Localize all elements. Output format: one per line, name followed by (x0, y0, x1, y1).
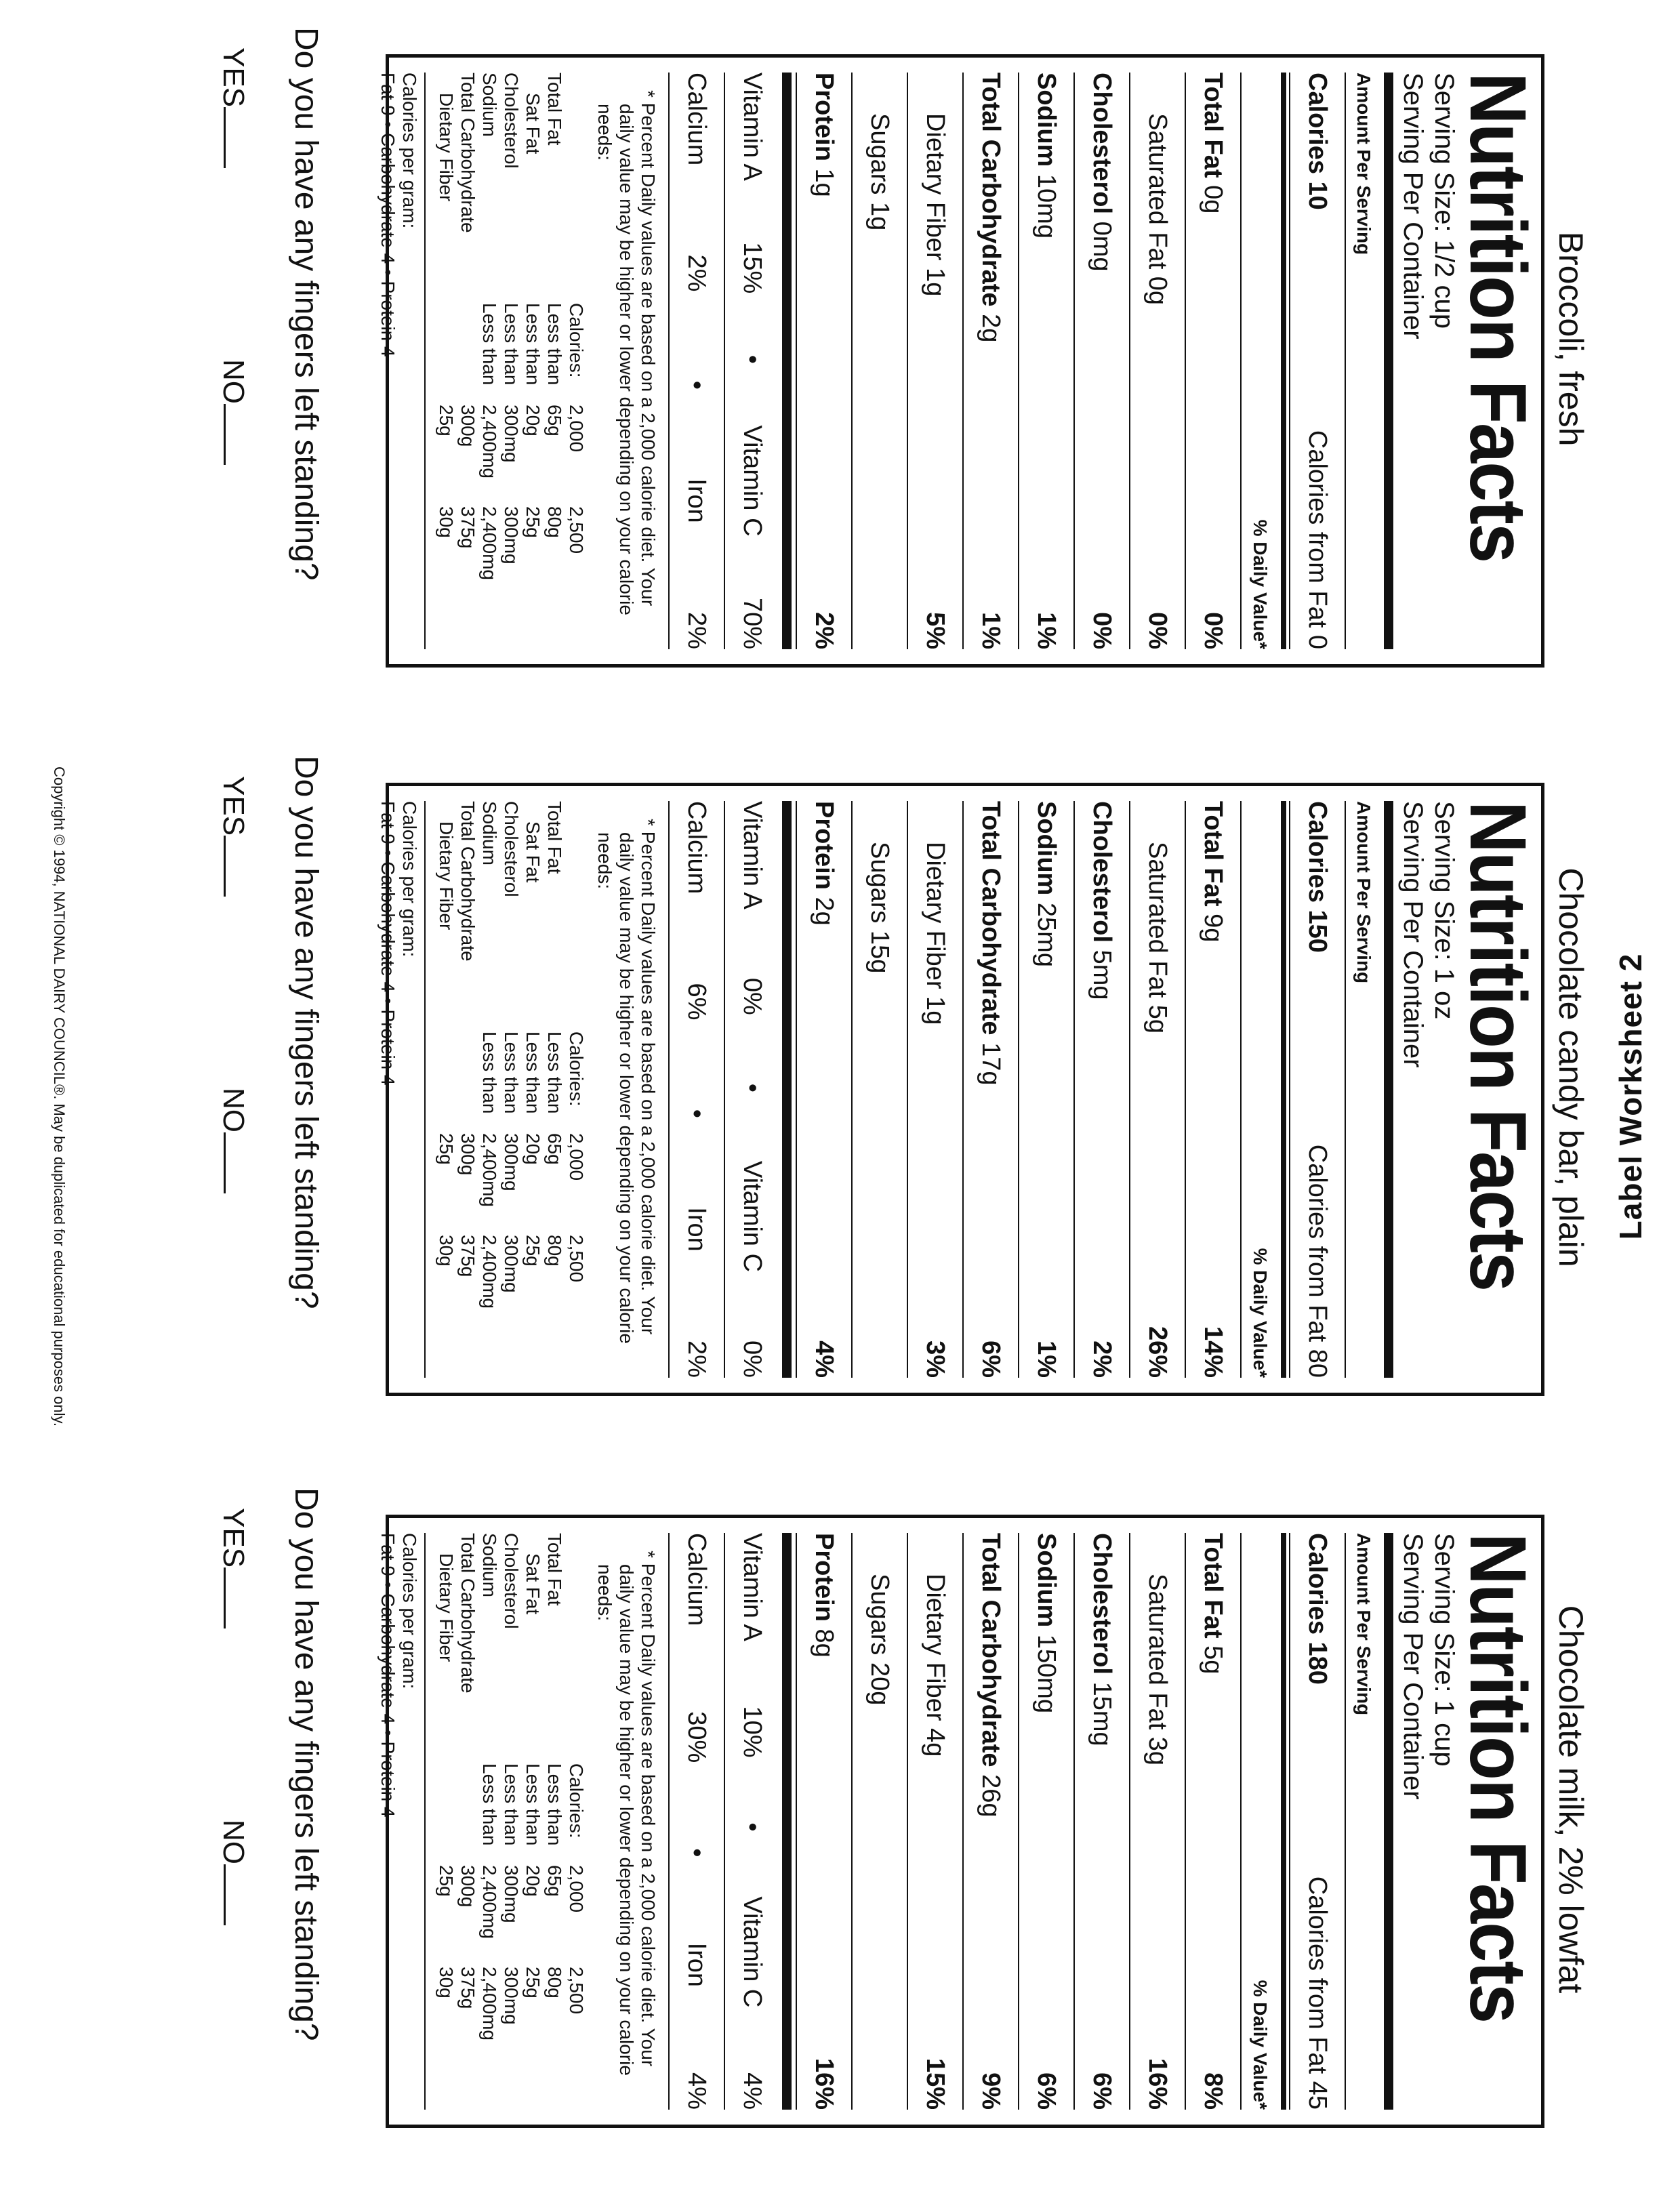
food-name: Broccoli, fresh (1552, 231, 1590, 447)
saturated-fat-row: Saturated Fat 0g 0% (1129, 73, 1185, 649)
yes-blank[interactable] (224, 1567, 250, 1628)
daily-values-cell: Total Fat (544, 73, 565, 146)
calories-label: Calories: (566, 1031, 587, 1107)
daily-values-table (435, 73, 587, 649)
cholesterol-row: Cholesterol 15mg 6% (1073, 1533, 1129, 2110)
sodium-row: Sodium 25mg 1% (1018, 801, 1073, 1378)
minerals-row: Calcium 6% • Iron 2% (668, 801, 724, 1378)
daily-values-cell: 30g (436, 1967, 457, 1999)
sugars-row: Sugars 1g (851, 73, 907, 649)
daily-values-cell: Less than (544, 1763, 565, 1846)
yes-option[interactable]: YES (216, 1508, 250, 1628)
nutrition-facts-label (377, 783, 1544, 1396)
total-fat-row: Total Fat 9g 14% (1185, 801, 1240, 1378)
daily-values-cell: Less than (523, 303, 544, 386)
calories-label: Calories: (566, 303, 587, 378)
daily-values-cell: Less than (479, 1763, 500, 1846)
daily-values-cell: Less than (544, 1031, 565, 1114)
no-blank[interactable] (224, 404, 250, 465)
saturated-fat-row: Saturated Fat 3g 16% (1129, 1533, 1185, 2110)
serving-size: Serving Size: 1/2 cup (1429, 73, 1459, 329)
minerals-row: Calcium 2% • Iron 2% (668, 73, 724, 649)
footnote: * Percent Daily values are based on a 2,000 calorie diet. Your daily value may be higher or lower depending on your calorie needs: Calories: 2,000 2,500 Total Fat Less than 65g 80g Sat Fat Less than 20g 25g Cholesterol Less than 300mg 300mg Sodium Less than 2,400mg 2,400mg Total Carbohydrate 300g 375g Dietary Fiber 25g 30g Calories per gram: Fat 9 • Carbohydrate 4 • Protein 4 (377, 801, 659, 1378)
daily-values-cell: Cholesterol (501, 1533, 522, 1629)
label-title: Nutrition Facts (1453, 73, 1542, 562)
daily-values-cell (457, 303, 478, 405)
daily-value-header: % Daily Value* (1240, 73, 1278, 649)
nutrition-facts-label (377, 1515, 1544, 2128)
nutrition-facts-label (377, 54, 1544, 668)
daily-values-cell: Sodium (479, 1533, 500, 1597)
daily-values-table (435, 1533, 587, 2110)
thick-divider (782, 1533, 792, 2110)
calories-per-gram: Calories per gram: Fat 9 • Carbohydrate 4 • Protein 4 (377, 73, 426, 649)
protein-row: Protein 8g 16% (796, 1533, 851, 2110)
daily-values-cell: Total Fat (544, 801, 565, 874)
daily-values-cell: Sat Fat (523, 1553, 544, 1615)
daily-values-cell (435, 1763, 457, 1865)
col-2500: 2,500 (566, 1235, 587, 1283)
sodium-row: Sodium 150mg 6% (1018, 1533, 1073, 2110)
serving-size: Serving Size: 1 cup (1429, 1533, 1459, 1767)
calories-from-fat: Calories from Fat 45 (1303, 1876, 1332, 2110)
daily-values-cell: 300g (457, 1133, 478, 1176)
label-title: Nutrition Facts (1453, 1533, 1542, 2023)
total-carbohydrate-row: Total Carbohydrate 17g 6% (962, 801, 1018, 1378)
protein-row: Protein 1g 2% (796, 73, 851, 649)
nutrition-panel (0, 7, 1680, 671)
thick-divider (1384, 73, 1393, 649)
total-carbohydrate-row: Total Carbohydrate 26g 9% (962, 1533, 1018, 2110)
calories: Calories 10 (1303, 73, 1332, 210)
daily-value-header: % Daily Value* (1240, 801, 1278, 1378)
cholesterol-row: Cholesterol 0mg 0% (1073, 73, 1129, 649)
daily-values-cell: 25g (523, 1235, 544, 1267)
total-fat-row: Total Fat 5g 8% (1185, 1533, 1240, 2110)
nutrition-panel (0, 735, 1680, 1399)
daily-values-cell: 20g (523, 1133, 544, 1165)
calories-from-fat: Calories from Fat 80 (1303, 1144, 1332, 1378)
daily-values-header (565, 1533, 587, 1763)
daily-values-cell: Cholesterol (501, 73, 522, 169)
servings-per-container: Serving Per Container (1398, 1533, 1428, 1800)
dietary-fiber-row: Dietary Fiber 4g 15% (907, 1533, 962, 2110)
daily-values-cell: 20g (523, 1865, 544, 1897)
daily-values-cell: 25g (436, 1133, 457, 1165)
daily-values-cell: 300mg (501, 1967, 522, 2025)
daily-values-cell: 65g (544, 1133, 565, 1165)
daily-values-cell: 65g (544, 405, 565, 436)
daily-values-cell: 2,400mg (479, 1865, 500, 1939)
daily-values-cell: Sodium (479, 73, 500, 137)
daily-values-cell: 375g (457, 1235, 478, 1277)
daily-values-cell: Less than (501, 303, 522, 386)
daily-values-cell: 80g (544, 1967, 565, 1999)
protein-row: Protein 2g 4% (796, 801, 851, 1378)
no-option[interactable]: NO (216, 1820, 250, 1925)
daily-values-cell: 2,400mg (479, 405, 500, 478)
daily-values-table (435, 801, 587, 1378)
fingers-question: Do you have any fingers left standing? (288, 756, 324, 1309)
daily-values-cell: 2,400mg (479, 1967, 500, 2041)
nutrition-panel (0, 1467, 1680, 2131)
dietary-fiber-row: Dietary Fiber 1g 3% (907, 801, 962, 1378)
daily-values-cell: Dietary Fiber (436, 1553, 457, 1662)
sugars-row: Sugars 20g (851, 1533, 907, 2110)
no-blank[interactable] (224, 1132, 250, 1193)
daily-values-cell: Less than (544, 303, 565, 386)
daily-values-cell: Sodium (479, 801, 500, 865)
sugars-row: Sugars 15g (851, 801, 907, 1378)
footnote: * Percent Daily values are based on a 2,000 calorie diet. Your daily value may be higher or lower depending on your calorie needs: Calories: 2,000 2,500 Total Fat Less than 65g 80g Sat Fat Less than 20g 25g Cholesterol Less than 300mg 300mg Sodium Less than 2,400mg 2,400mg Total Carbohydrate 300g 375g Dietary Fiber 25g 30g Calories per gram: Fat 9 • Carbohydrate 4 • Protein 4 (377, 73, 659, 649)
yes-blank[interactable] (224, 836, 250, 897)
food-name: Chocolate candy bar, plain (1552, 867, 1590, 1267)
daily-values-cell: 20g (523, 405, 544, 436)
daily-values-cell: Less than (479, 303, 500, 386)
calories-per-gram: Calories per gram: Fat 9 • Carbohydrate 4 • Protein 4 (377, 801, 426, 1378)
copyright-notice: Copyright © 1994, NATIONAL DAIRY COUNCIL®. May be duplicated for educational purposes only. (51, 766, 68, 1427)
daily-values-cell: Total Carbohydrate (457, 801, 478, 962)
daily-values-cell: 300g (457, 405, 478, 447)
daily-values-cell: 25g (436, 1865, 457, 1897)
calories-row (1289, 801, 1345, 1378)
daily-values-cell: Less than (523, 1031, 544, 1114)
fingers-question: Do you have any fingers left standing? (288, 1488, 324, 2041)
daily-values-cell: 65g (544, 1865, 565, 1897)
calories-per-gram: Calories per gram: Fat 9 • Carbohydrate 4 • Protein 4 (377, 1533, 426, 2110)
serving-size: Serving Size: 1 oz (1429, 801, 1459, 1020)
saturated-fat-row: Saturated Fat 5g 26% (1129, 801, 1185, 1378)
daily-values-cell: Sat Fat (523, 821, 544, 883)
daily-values-cell: Dietary Fiber (436, 821, 457, 930)
daily-values-cell: 30g (436, 1235, 457, 1267)
daily-values-cell (457, 1763, 478, 1865)
servings-per-container: Serving Per Container (1398, 801, 1428, 1068)
daily-values-cell: 300mg (501, 1133, 522, 1191)
vitamins-row: Vitamin A 15% • Vitamin C 70% (724, 73, 779, 649)
worksheet-title: Label Worksheet 2 (1613, 953, 1648, 1240)
col-2000: 2,000 (566, 1133, 587, 1181)
col-2500: 2,500 (566, 506, 587, 554)
daily-values-cell: 80g (544, 506, 565, 538)
cholesterol-row: Cholesterol 5mg 2% (1073, 801, 1129, 1378)
daily-values-cell: Less than (523, 1763, 544, 1846)
medium-divider (1281, 1533, 1286, 2110)
calories-from-fat: Calories from Fat 0 (1303, 430, 1332, 649)
col-2000: 2,000 (566, 1865, 587, 1913)
yes-blank[interactable] (224, 107, 250, 168)
daily-value-header: % Daily Value* (1240, 1533, 1278, 2110)
daily-values-cell: Dietary Fiber (436, 93, 457, 202)
daily-values-cell: Less than (501, 1031, 522, 1114)
calories-row (1289, 1533, 1345, 2110)
servings-per-container: Serving Per Container (1398, 73, 1428, 340)
calories-row (1289, 73, 1345, 649)
medium-divider (1281, 73, 1286, 649)
daily-values-cell: 2,400mg (479, 1235, 500, 1309)
medium-divider (1281, 801, 1286, 1378)
daily-values-cell: 375g (457, 506, 478, 549)
daily-values-cell: 25g (523, 506, 544, 538)
amount-per-serving: Amount Per Serving (1345, 801, 1381, 1378)
amount-per-serving: Amount Per Serving (1345, 73, 1381, 649)
daily-values-cell: 300mg (501, 1235, 522, 1293)
yes-option[interactable]: YES (216, 776, 250, 897)
daily-values-cell: 300mg (501, 1865, 522, 1923)
daily-values-cell: 30g (436, 506, 457, 538)
calories: Calories 150 (1303, 801, 1332, 953)
fingers-question: Do you have any fingers left standing? (288, 27, 324, 581)
daily-values-cell: Cholesterol (501, 801, 522, 897)
total-fat-row: Total Fat 0g 0% (1185, 73, 1240, 649)
sodium-row: Sodium 10mg 1% (1018, 73, 1073, 649)
daily-values-cell: 2,400mg (479, 1133, 500, 1207)
daily-values-cell: 300mg (501, 405, 522, 463)
daily-values-cell (457, 1031, 478, 1133)
daily-values-cell: Less than (479, 1031, 500, 1114)
vitamins-row: Vitamin A 10% • Vitamin C 4% (724, 1533, 779, 2110)
daily-values-cell: 300mg (501, 506, 522, 565)
thick-divider (1384, 1533, 1393, 2110)
minerals-row: Calcium 30% • Iron 4% (668, 1533, 724, 2110)
no-option[interactable]: NO (216, 1088, 250, 1193)
daily-values-cell: Sat Fat (523, 93, 544, 155)
yes-option[interactable]: YES (216, 47, 250, 168)
food-name: Chocolate milk, 2% lowfat (1552, 1605, 1590, 1994)
daily-values-cell: Less than (501, 1763, 522, 1846)
col-2000: 2,000 (566, 405, 587, 453)
daily-values-cell: Total Carbohydrate (457, 73, 478, 233)
daily-values-cell (435, 1031, 457, 1133)
daily-values-cell: Total Fat (544, 1533, 565, 1606)
daily-values-cell: 25g (436, 405, 457, 436)
calories-label: Calories: (566, 1763, 587, 1839)
thick-divider (782, 801, 792, 1378)
no-option[interactable]: NO (216, 359, 250, 465)
daily-values-header (565, 801, 587, 1031)
vitamins-row: Vitamin A 0% • Vitamin C 0% (724, 801, 779, 1378)
daily-values-cell: 300g (457, 1865, 478, 1908)
daily-values-cell: Total Carbohydrate (457, 1533, 478, 1694)
daily-values-cell: 2,400mg (479, 506, 500, 580)
daily-values-header (565, 73, 587, 303)
amount-per-serving: Amount Per Serving (1345, 1533, 1381, 2110)
footnote: * Percent Daily values are based on a 2,000 calorie diet. Your daily value may be higher or lower depending on your calorie needs: Calories: 2,000 2,500 Total Fat Less than 65g 80g Sat Fat Less than 20g 25g Cholesterol Less than 300mg 300mg Sodium Less than 2,400mg 2,400mg Total Carbohydrate 300g 375g Dietary Fiber 25g 30g Calories per gram: Fat 9 • Carbohydrate 4 • Protein 4 (377, 1533, 659, 2110)
total-carbohydrate-row: Total Carbohydrate 2g 1% (962, 73, 1018, 649)
daily-values-cell (435, 303, 457, 405)
col-2500: 2,500 (566, 1967, 587, 2015)
thick-divider (782, 73, 792, 649)
label-title: Nutrition Facts (1453, 801, 1542, 1291)
thick-divider (1384, 801, 1393, 1378)
daily-values-cell: 375g (457, 1967, 478, 2009)
no-blank[interactable] (224, 1864, 250, 1925)
dietary-fiber-row: Dietary Fiber 1g 5% (907, 73, 962, 649)
calories: Calories 180 (1303, 1533, 1332, 1685)
daily-values-cell: 25g (523, 1967, 544, 1999)
daily-values-cell: 80g (544, 1235, 565, 1267)
